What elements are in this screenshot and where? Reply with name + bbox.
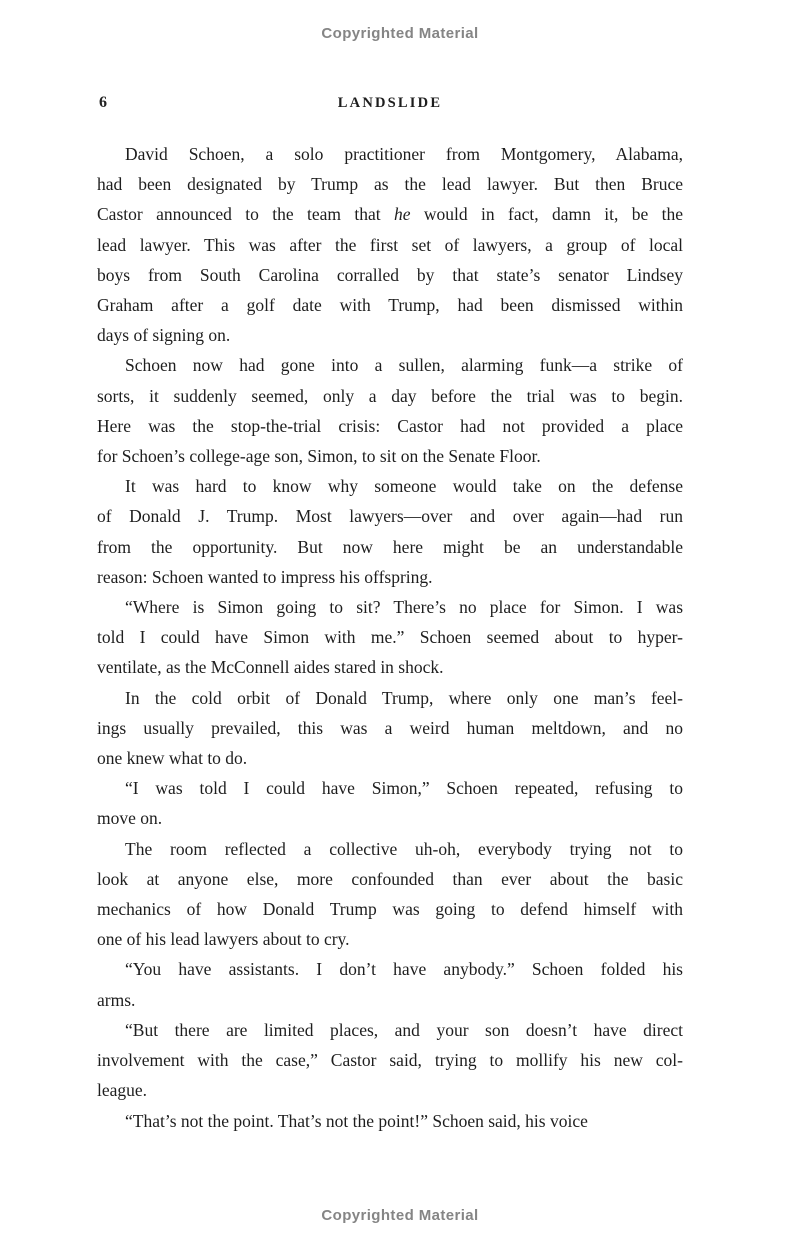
text-line: lead lawyer. This was after the first set of lawyers, a group of local xyxy=(97,234,683,255)
paragraph xyxy=(97,1106,683,1136)
text-line: sorts, it suddenly seemed, only a day before the trial was to begin. xyxy=(97,385,683,406)
text-line: Here was the stop-the-trial crisis: Castor had not provided a place xyxy=(97,415,683,436)
text-line: “Where is Simon going to sit? There’s no place for Simon. I was xyxy=(125,597,683,618)
text-line: boys from South Carolina corralled by that state’s senator Lindsey xyxy=(97,264,683,285)
text-line: “That’s not the point. That’s not the point!” Schoen said, his voice xyxy=(125,1110,588,1131)
copyright-banner-bottom: Copyrighted Material xyxy=(321,1207,479,1224)
text-line: for Schoen’s college-age son, Simon, to sit on the Senate Floor. xyxy=(97,446,541,467)
text-line: reason: Schoen wanted to impress his offspring. xyxy=(97,566,433,587)
paragraph xyxy=(97,471,683,592)
text-line: from the opportunity. But now here might be an understandable xyxy=(97,536,683,557)
running-head: LANDSLIDE xyxy=(337,95,443,111)
copyright-banner-top: Copyrighted Material xyxy=(321,25,479,42)
text-line: days of signing on. xyxy=(97,325,231,346)
page-header xyxy=(97,94,683,116)
paragraph xyxy=(97,350,683,471)
page-body xyxy=(97,139,683,1136)
paragraph xyxy=(97,592,683,683)
text-line: Schoen now had gone into a sullen, alarming funk—a strike of xyxy=(125,355,683,376)
text-line: one knew what to do. xyxy=(97,748,248,769)
text-line: “You have assistants. I don’t have anybody.” Schoen folded his xyxy=(125,959,683,980)
text-line: one of his lead lawyers about to cry. xyxy=(97,929,350,950)
text-line: ventilate, as the McConnell aides stared in shock. xyxy=(97,657,444,678)
page-number: 6 xyxy=(99,94,107,111)
text-line: of Donald J. Trump. Most lawyers—over and over again—had run xyxy=(97,506,683,527)
text-line: had been designated by Trump as the lead lawyer. But then Bruce xyxy=(97,174,683,195)
paragraph xyxy=(97,773,683,833)
text-line: “I was told I could have Simon,” Schoen repeated, refusing to xyxy=(125,778,683,799)
text-line: Castor announced to the team that he would in fact, damn it, be the xyxy=(97,204,684,225)
text-line: move on. xyxy=(97,808,163,829)
paragraph xyxy=(97,834,683,955)
text-line: ings usually prevailed, this was a weird human meltdown, and no xyxy=(97,717,683,738)
text-line: told I could have Simon with me.” Schoen seemed about to hyper- xyxy=(97,627,683,648)
text-line: In the cold orbit of Donald Trump, where only one man’s feel- xyxy=(125,687,683,708)
text-line: involvement with the case,” Castor said, trying to mollify his new col- xyxy=(97,1050,683,1071)
text-line: look at anyone else, more confounded than ever about the basic xyxy=(97,868,683,889)
paragraph xyxy=(97,954,683,1014)
text-line: The room reflected a collective uh-oh, everybody trying not to xyxy=(125,838,683,859)
paragraph xyxy=(97,1015,683,1106)
paragraph xyxy=(97,683,683,774)
text-line: mechanics of how Donald Trump was going to defend himself with xyxy=(97,899,683,920)
text-line: league. xyxy=(97,1080,148,1101)
text-line: arms. xyxy=(97,989,136,1010)
text-line: David Schoen, a solo practitioner from Montgomery, Alabama, xyxy=(125,144,683,164)
text-line: Graham after a golf date with Trump, had been dismissed within xyxy=(97,295,683,316)
text-line: “But there are limited places, and your son doesn’t have direct xyxy=(125,1019,683,1040)
text-line: It was hard to know why someone would take on the defense xyxy=(125,476,683,497)
paragraph xyxy=(97,139,683,350)
